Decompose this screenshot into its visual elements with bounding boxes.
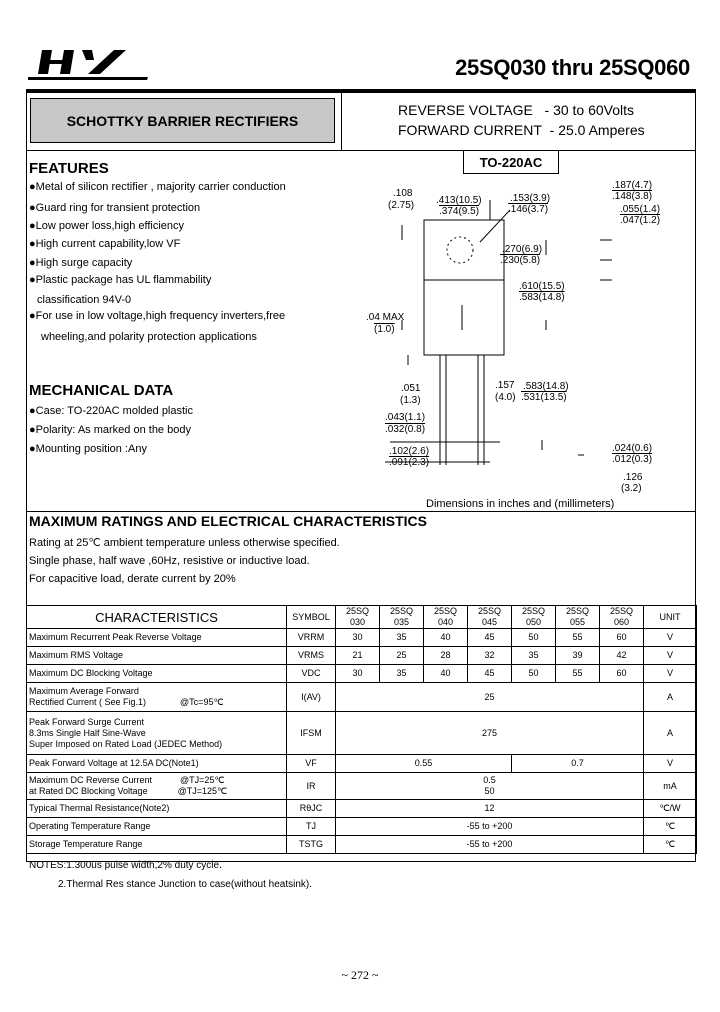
table-row: Peak Forward Surge Current 8.3ms Single Half Sine-Wave Super Imposed on Rated Load (JEDEC Method) IFSM 275 A (27, 712, 697, 755)
header-symbol: SYMBOL (287, 606, 336, 629)
dim-label: .051 (401, 383, 421, 394)
header-model: 25SQ 040 (424, 606, 468, 629)
dim-label: .187(4.7) (612, 180, 653, 191)
dim-label: (4.0) (495, 392, 516, 403)
logo-text: HY (28, 44, 30, 45)
dim-label: (1.0) (374, 324, 395, 335)
feature-item-continued: classification 94V-0 (37, 294, 132, 306)
table-row: Maximum RMS Voltage VRMS 21 25 28 32 35 39 42 V (27, 647, 697, 665)
ratings-table (26, 605, 697, 854)
package-name: TO-220AC (479, 155, 543, 170)
dim-label: .583(14.8) (523, 381, 569, 392)
table-row: Peak Forward Voltage at 12.5A DC(Note1) VF 0.55 0.7 V (27, 755, 697, 773)
dim-label: (3.2) (621, 483, 642, 494)
feature-item: ●Metal of silicon rectifier , majority carrier conduction (29, 181, 286, 193)
header-model: 25SQ 030 (336, 606, 380, 629)
forward-current-label: FORWARD CURRENT (398, 122, 542, 138)
ratings-line: Rating at 25℃ ambient temperature unless otherwise specified. (29, 537, 340, 549)
dim-label: .157 (495, 380, 515, 391)
feature-item: ●Low power loss,high efficiency (29, 220, 185, 232)
table-row: Maximum DC Reverse Current @TJ=25℃ at Rated DC Blocking Voltage @TJ=125℃ IR 0.5 50 mA (27, 773, 697, 800)
feature-item: ●Guard ring for transient protection (29, 202, 201, 214)
header-model: 25SQ 055 (556, 606, 600, 629)
table-row: Maximum Recurrent Peak Reverse Voltage VRRM 30 35 40 45 50 55 60 V (27, 629, 697, 647)
dim-label: .148(3.8) (612, 191, 653, 202)
dim-label: .043(1.1) (385, 412, 426, 423)
table-header-row (27, 606, 697, 629)
note-2: 2.Thermal Res stance Junction to case(without heatsink). (58, 879, 313, 890)
feature-item: ●For use in low voltage,high frequency inverters,free (29, 310, 286, 322)
forward-current-value: - 25.0 Amperes (549, 122, 645, 138)
bullet-icon: ● (29, 274, 36, 286)
table-row: Maximum Average Forward Rectified Current ( See Fig.1) @Tc=95℃ I(AV) 25 A (27, 683, 697, 712)
feature-item: ●High current capability,low VF (29, 238, 181, 250)
bullet-icon: ● (29, 202, 36, 214)
bullet-icon: ● (29, 257, 36, 269)
reverse-voltage-value: - 30 to 60Volts (544, 102, 635, 118)
header-characteristics: CHARACTERISTICS (27, 606, 287, 629)
dim-label: (1.3) (400, 395, 421, 406)
dim-label: (2.75) (388, 200, 415, 211)
header-unit: UNIT (644, 606, 697, 629)
table-row: Storage Temperature Range TSTG -55 to +200 ℃ (27, 836, 697, 854)
mounting-hole (447, 237, 473, 263)
dim-label: .413(10.5) (436, 195, 482, 206)
mechanical-item: ●Case: TO-220AC molded plastic (29, 405, 193, 417)
bullet-icon: ● (29, 405, 36, 417)
dim-label: .583(14.8) (519, 292, 565, 303)
bullet-icon: ● (29, 220, 36, 232)
dim-label: .04 MAX (366, 312, 405, 323)
mechanical-item: ●Mounting position :Any (29, 443, 147, 455)
dim-label: .091(2.3) (389, 457, 430, 468)
table-row: Typical Thermal Resistance(Note2) RθJC 12 ℃/W (27, 800, 697, 818)
dim-label: .531(13.5) (521, 392, 567, 403)
ratings-divider (26, 511, 696, 512)
dim-label: .374(9.5) (439, 206, 480, 217)
bullet-icon: ● (29, 310, 36, 322)
features-title: FEATURES (29, 160, 109, 177)
dim-label: .610(15.5) (519, 281, 565, 292)
dim-label: .102(2.6) (389, 446, 430, 457)
dim-label: .055(1.4) (620, 204, 661, 215)
feature-item-continued: wheeling,and polarity protection applications (41, 331, 257, 343)
dim-label: .230(5.8) (500, 255, 541, 266)
dim-label: .146(3.7) (508, 204, 549, 215)
dim-label: .012(0.3) (612, 454, 653, 465)
header-model: 25SQ 045 (468, 606, 512, 629)
header-divider (26, 150, 696, 151)
header-vertical-divider (341, 92, 342, 150)
mechanical-title: MECHANICAL DATA (29, 382, 174, 399)
dimensions-caption: Dimensions in inches and (millimeters) (426, 498, 615, 510)
note-1: NOTES:1.300us pulse width,2% duty cycle. (29, 860, 222, 871)
dim-label: .024(0.6) (612, 443, 653, 454)
part-range-title: 25SQ030 thru 25SQ060 (455, 55, 690, 80)
bullet-icon: ● (29, 181, 36, 193)
table-row: Maximum DC Blocking Voltage VDC 30 35 40 45 50 55 60 V (27, 665, 697, 683)
forward-current-row (398, 122, 645, 138)
bullet-icon: ● (29, 443, 36, 455)
header-model: 25SQ 035 (380, 606, 424, 629)
reverse-voltage-label: REVERSE VOLTAGE (398, 102, 533, 118)
dim-label: .108 (393, 188, 413, 199)
reverse-voltage-row (398, 102, 634, 118)
body-outline (424, 280, 504, 355)
category-banner: SCHOTTKY BARRIER RECTIFIERS (30, 98, 335, 143)
bullet-icon: ● (29, 424, 36, 436)
ratings-title: MAXIMUM RATINGS AND ELECTRICAL CHARACTERISTICS (29, 513, 427, 529)
dim-label: .153(3.9) (510, 193, 551, 204)
feature-item: ●Plastic package has UL flammability (29, 274, 212, 286)
ratings-line: For capacitive load, derate current by 20% (29, 573, 236, 585)
dim-label: .032(0.8) (385, 424, 426, 435)
dim-label: .126 (623, 472, 643, 483)
feature-item: ●High surge capacity (29, 257, 133, 269)
header-model: 25SQ 050 (512, 606, 556, 629)
page-number: ~ 272 ~ (341, 968, 379, 982)
ratings-line: Single phase, half wave ,60Hz, resistive or inductive load. (29, 555, 310, 567)
brand-logo (28, 44, 158, 84)
mechanical-item: ●Polarity: As marked on the body (29, 424, 191, 436)
bullet-icon: ● (29, 238, 36, 250)
dim-label: .270(6.9) (502, 244, 543, 255)
header-model: 25SQ 060 (600, 606, 644, 629)
table-row: Operating Temperature Range TJ -55 to +200 ℃ (27, 818, 697, 836)
dim-label: .047(1.2) (620, 215, 661, 226)
